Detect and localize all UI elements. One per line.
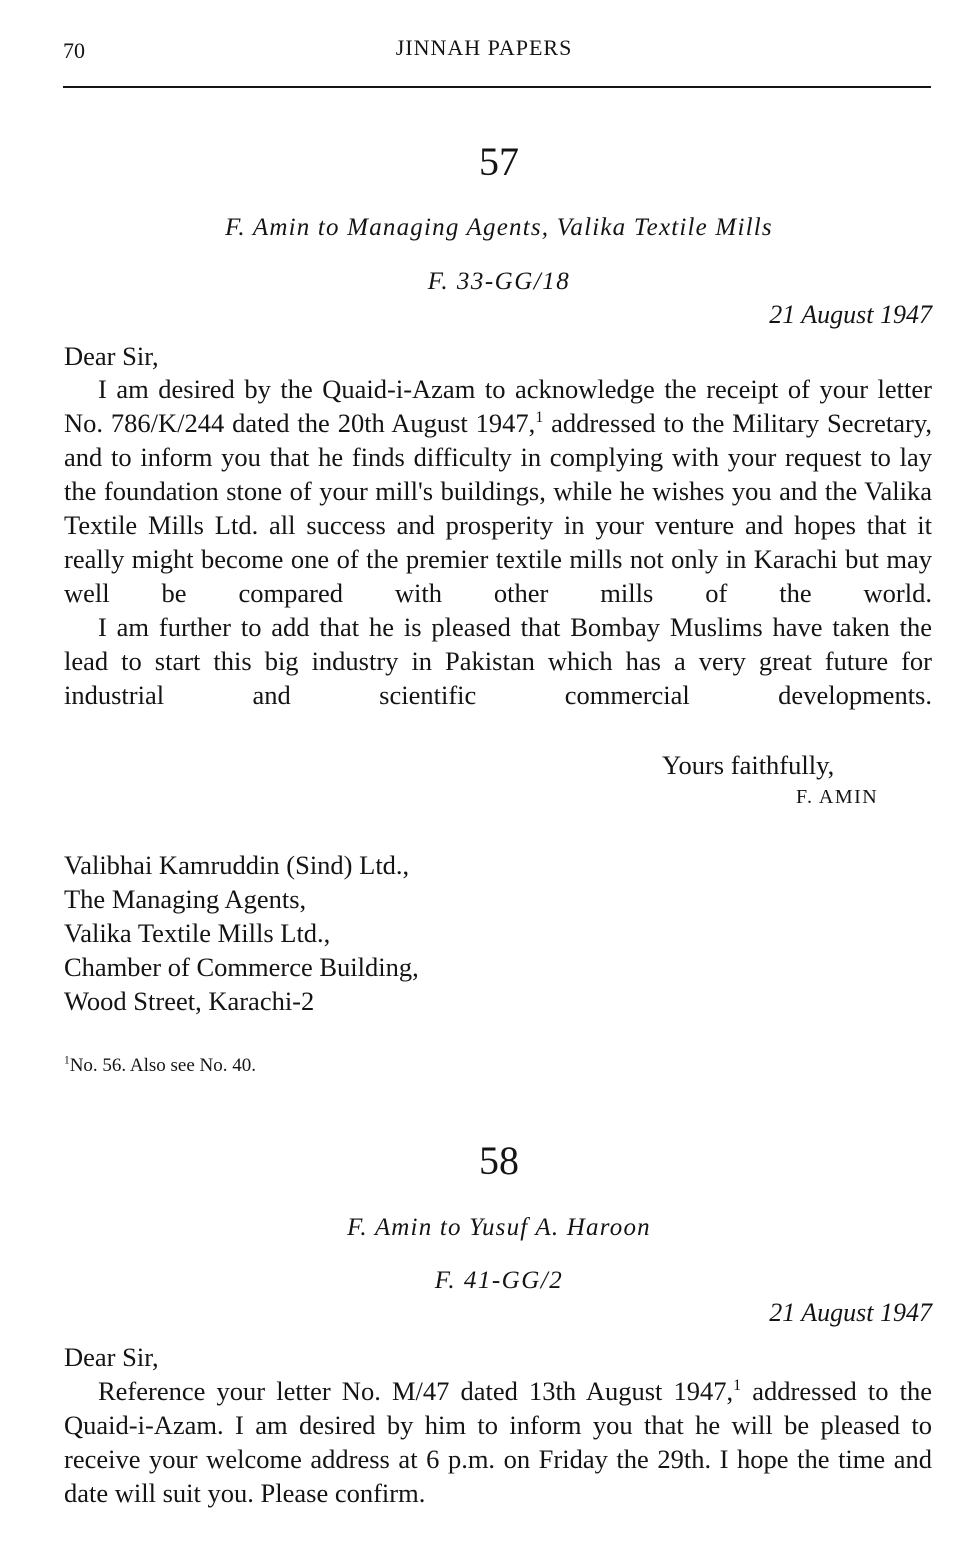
page-number: 70 [63, 38, 85, 63]
body-paragraph: Reference your letter No. M/47 dated 13th August 1947,$^1$ addressed to the Quaid-i-Azam. I am desired by him to inform you that he will be pleased to receive your welcome address at 6 p.m. on Friday the 29th. I hope the time and date will suit you. Please confirm. [64, 1376, 932, 1508]
body-paragraph: I am further to add that he is pleased that Bombay Muslims have taken the lead to start this big industry in Pakistan which has a very great future for industrial and scientific commercial developments. [64, 612, 932, 710]
address-line: The Managing Agents, [64, 884, 307, 914]
file-reference: F. 33-GG/18 [427, 268, 571, 295]
file-reference: F. 41-GG/2 [434, 1267, 564, 1294]
signature: F. AMIN [796, 786, 879, 808]
letter-body [64, 1374, 932, 1510]
footnote-marker: 1 [733, 1377, 742, 1395]
header-rule [63, 86, 931, 88]
complimentary-close: Yours faithfully, [662, 750, 835, 780]
address-line: Wood Street, Karachi-2 [64, 986, 315, 1016]
salutation: Dear Sir, [64, 341, 159, 371]
footnote-marker: 1 [535, 409, 544, 427]
address-line: Valika Textile Mills Ltd., [64, 918, 331, 948]
footnote: $^1$No. 56. Also see No. 40. [64, 1054, 257, 1076]
running-title: JINNAH PAPERS [395, 35, 573, 60]
document-number: 57 [479, 139, 519, 184]
recipient-address [64, 848, 419, 1018]
footnote-marker: 1 [64, 1054, 70, 1067]
address-line: Chamber of Commerce Building, [64, 952, 419, 982]
body-paragraph: I am desired by the Quaid-i-Azam to acknowledge the receipt of your letter No. 786/K/244 dated the 20th August 1947,$^1$ addressed to the Military Secretary, and to inform you that he finds difficulty in complying with your request to lay the foundation stone of your mill's buildings, while he wishes you and the Valika Textile Mills Ltd. all success and prosperity in your venture and hopes that it really might become one of the premier textile mills not only in Karachi but may well be compared with other mills of the world. [64, 374, 932, 608]
letter-date: 21 August 1947 [769, 1298, 932, 1327]
letter-date: 21 August 1947 [769, 300, 932, 329]
document-heading: F. Amin to Managing Agents, Valika Textile Mills [225, 214, 773, 241]
document-number: 58 [479, 1138, 519, 1183]
letter-body [64, 372, 932, 712]
document-heading: F. Amin to Yusuf A. Haroon [347, 1214, 651, 1241]
address-line: Valibhai Kamruddin (Sind) Ltd., [64, 850, 410, 880]
salutation: Dear Sir, [64, 1342, 159, 1372]
